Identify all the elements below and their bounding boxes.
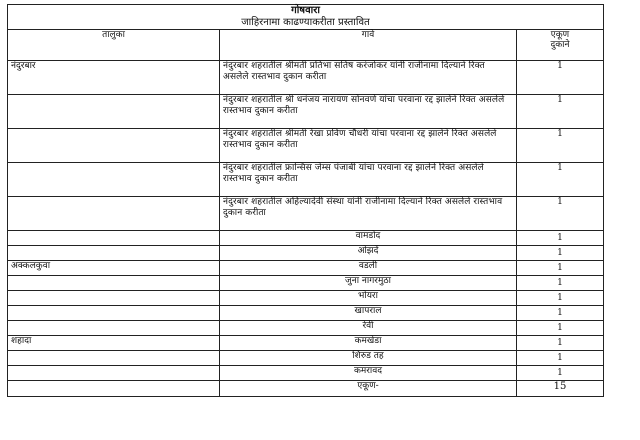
table-row — [8, 61, 604, 95]
taluka-cell — [8, 351, 220, 366]
count-cell: 1 — [517, 129, 604, 163]
table-row — [8, 291, 604, 306]
village-cell: ओझर्दे — [220, 246, 517, 261]
document-title: गोषवारा — [291, 5, 320, 16]
village-cell: कमखेडा — [220, 336, 517, 351]
count-cell: 1 — [517, 261, 604, 276]
village-cell: नंदुरबार शहरातील अहिल्यादेवी संस्था यांनी राजीनामा दिल्याने रिक्त असलेले रास्तभाव दुकान करीता — [220, 197, 517, 231]
village-cell: वामडोद — [220, 231, 517, 246]
taluka-cell — [8, 276, 220, 291]
total-row — [8, 381, 604, 397]
count-cell: 1 — [517, 231, 604, 246]
table-row — [8, 261, 604, 276]
count-cell: 1 — [517, 321, 604, 336]
header-total-line2: दुकाने — [550, 40, 570, 50]
taluka-cell — [8, 321, 220, 336]
taluka-cell — [8, 197, 220, 231]
taluka-cell — [8, 366, 220, 381]
taluka-cell — [8, 231, 220, 246]
table-row — [8, 321, 604, 336]
header-row — [8, 30, 604, 61]
table-row — [8, 231, 604, 246]
header-village: गावे — [220, 30, 517, 61]
table-row — [8, 276, 604, 291]
village-cell: नंदुरबार शहरातील श्रीमती रेखा प्रविण चौधरी यांचा परवाना रद्द झालेने रिक्त असलेले रास्तभाव दुकान करीता — [220, 129, 517, 163]
document-subtitle: जाहिरनामा काढण्याकरीता प्रस्तावित — [241, 17, 370, 28]
taluka-cell — [8, 129, 220, 163]
taluka-cell — [8, 291, 220, 306]
count-cell: 1 — [517, 306, 604, 321]
header-taluka: तालुका — [8, 30, 220, 61]
village-cell: जुना नागरमुठा — [220, 276, 517, 291]
village-cell: रेवी — [220, 321, 517, 336]
table-row — [8, 246, 604, 261]
count-cell: 1 — [517, 336, 604, 351]
count-cell: 1 — [517, 163, 604, 197]
taluka-cell: अक्कलकुवा — [8, 261, 220, 276]
table-row — [8, 366, 604, 381]
count-cell: 1 — [517, 291, 604, 306]
count-cell: 1 — [517, 197, 604, 231]
village-cell: नंदुरबार शहरातील श्रीमती प्रतिभा सतिष करंजोकर यांनी राजीनामा दिल्याने रिक्त असलेले रास्तभाव दुकान करीता — [220, 61, 517, 95]
village-cell: शिरुड तह — [220, 351, 517, 366]
taluka-cell: शहादा — [8, 336, 220, 351]
taluka-cell — [8, 163, 220, 197]
total-blank-cell — [8, 381, 220, 397]
village-cell: कमरावद — [220, 366, 517, 381]
village-cell: नंदुरबार शहरातील श्री धनंजय नारायण सोनवणे यांचा परवाना रद्द झालेने रिक्त असलेले रास्तभाव दुकान करीता — [220, 95, 517, 129]
village-cell: वडली — [220, 261, 517, 276]
taluka-cell — [8, 95, 220, 129]
table-row — [8, 129, 604, 163]
village-cell: भोयरा — [220, 291, 517, 306]
count-cell: 1 — [517, 276, 604, 291]
header-total-shops — [517, 30, 604, 61]
total-label: एकूण- — [220, 381, 517, 397]
count-cell: 1 — [517, 246, 604, 261]
count-cell: 1 — [517, 351, 604, 366]
title-cell — [8, 5, 604, 30]
table-row — [8, 163, 604, 197]
count-cell: 1 — [517, 95, 604, 129]
title-row — [8, 5, 604, 30]
table-row — [8, 351, 604, 366]
table-row — [8, 336, 604, 351]
taluka-cell: नंदुरबार — [8, 61, 220, 95]
table-row — [8, 306, 604, 321]
table-row — [8, 95, 604, 129]
village-cell: नंदुरबार शहरातील फ्रान्सिस जेम्स पंजाबी यांचा परवाना रद्द झालेने रिक्त असलेले रास्तभाव दुकान करीता — [220, 163, 517, 197]
summary-table — [7, 4, 604, 397]
header-total-line1: एकूण — [550, 30, 570, 40]
count-cell: 1 — [517, 366, 604, 381]
taluka-cell — [8, 246, 220, 261]
table-row — [8, 197, 604, 231]
count-cell: 1 — [517, 61, 604, 95]
total-value: 15 — [517, 381, 604, 397]
taluka-cell — [8, 306, 220, 321]
village-cell: खापराल — [220, 306, 517, 321]
